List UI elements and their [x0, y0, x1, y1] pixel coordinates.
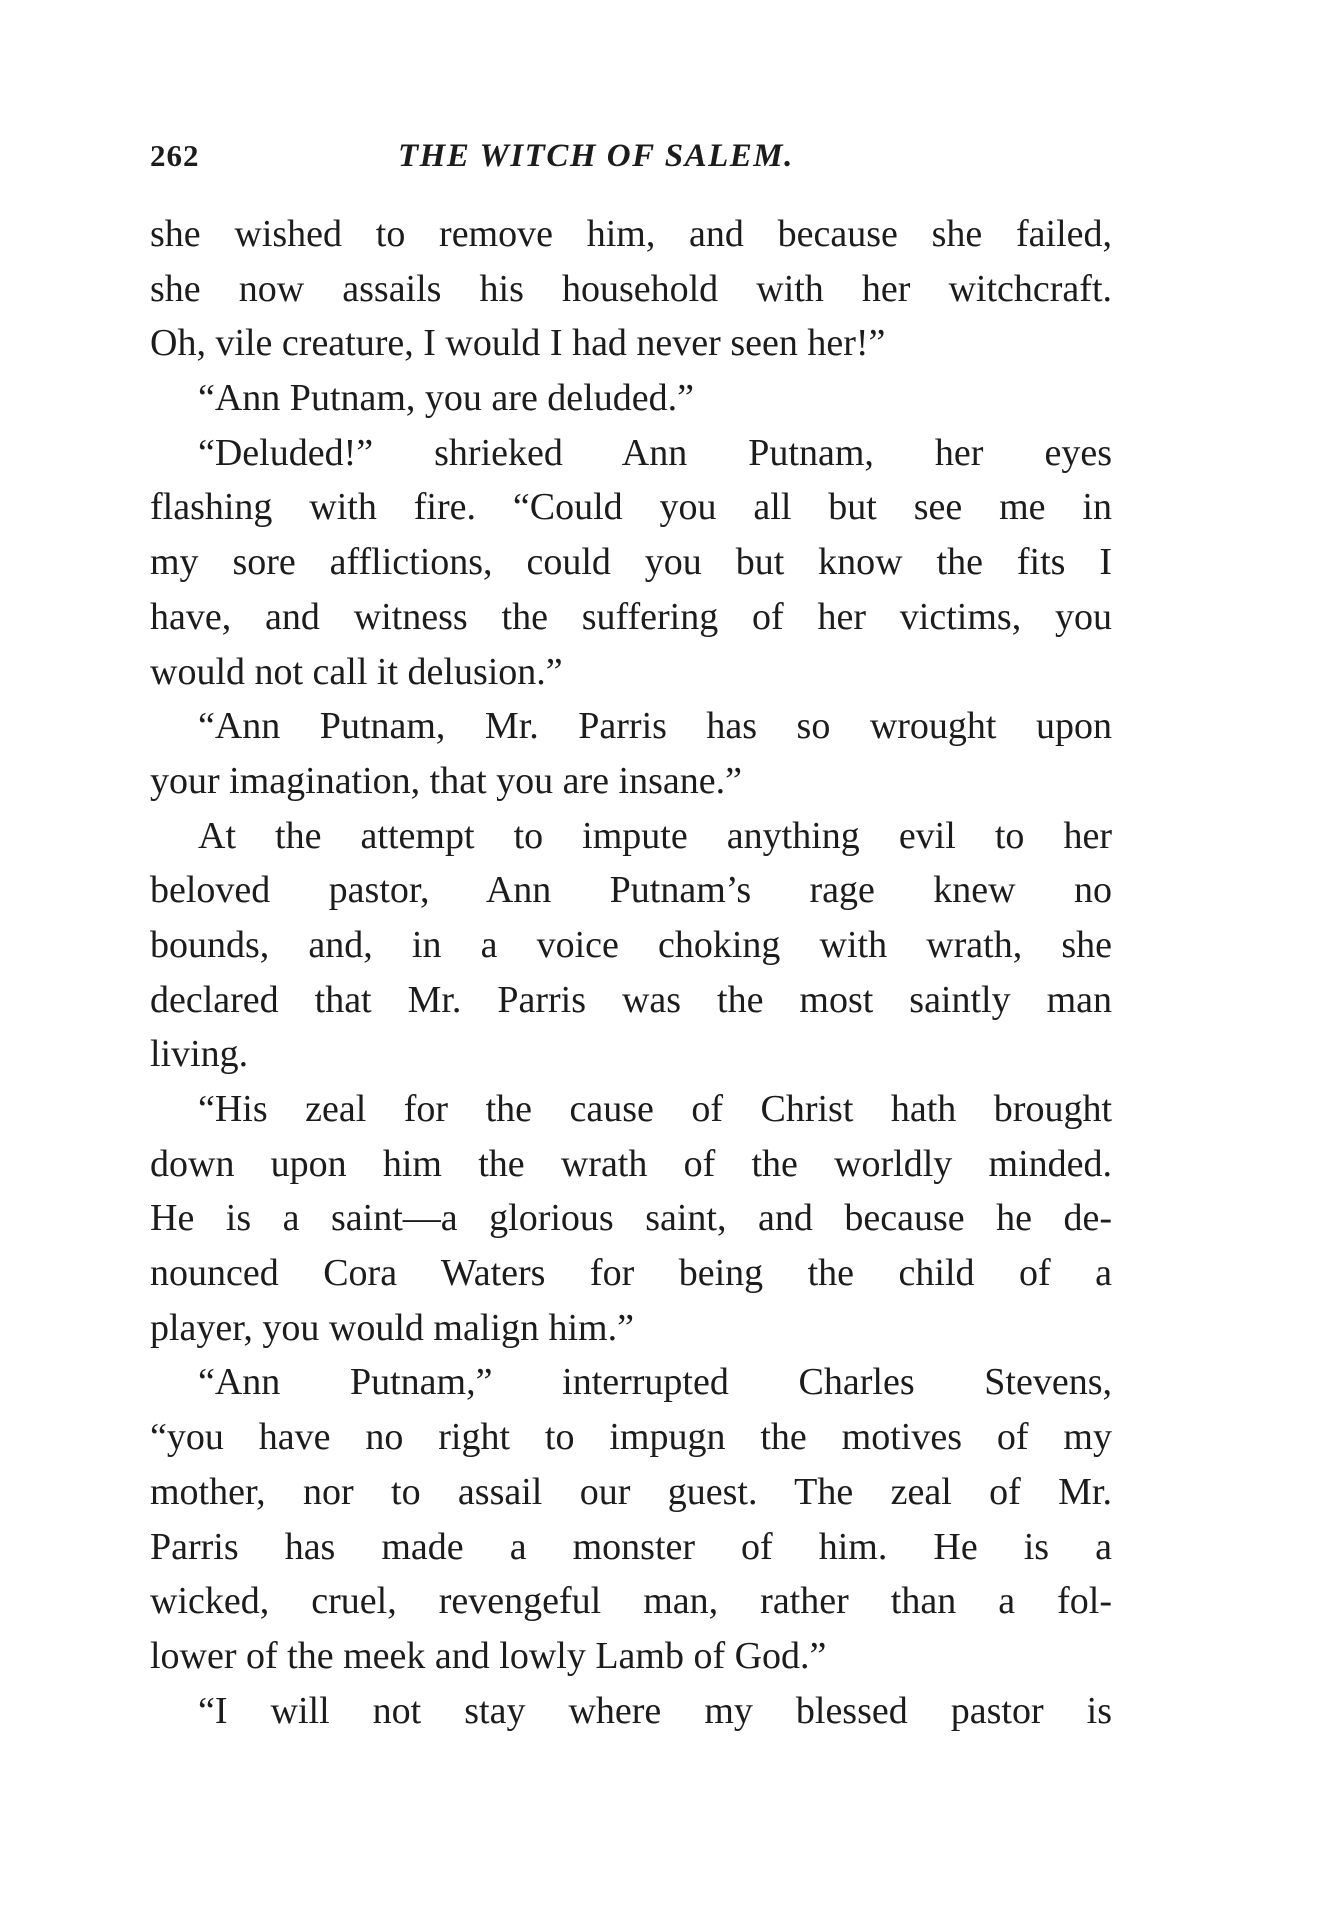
text-line: my sore afflictions, could you but know the fits I [150, 541, 1112, 584]
page-header [150, 138, 1110, 188]
text-line: wicked, cruel, revengeful man, rather than a fol- [150, 1580, 1112, 1623]
text-line: bounds, and, in a voice choking with wrath, she [150, 923, 1112, 966]
text-line: “you have no right to impugn the motives of my [150, 1416, 1112, 1459]
text-line: have, and witness the suffering of her victims, you [150, 595, 1112, 638]
text-line: declared that Mr. Parris was the most saintly man [150, 978, 1112, 1021]
text-line: “Deluded!” shrieked Ann Putnam, her eyes [198, 431, 1112, 474]
text-line: living. [150, 1033, 249, 1076]
text-line: At the attempt to impute anything evil to her [198, 814, 1112, 857]
text-line: she now assails his household with her witchcraft. [150, 267, 1112, 310]
page-number: 262 [150, 138, 200, 173]
body-text [150, 207, 1112, 1738]
text-line: lower of the meek and lowly Lamb of God.” [150, 1634, 827, 1677]
text-line: beloved pastor, Ann Putnam’s rage knew no [150, 869, 1112, 912]
text-line: “Ann Putnam, Mr. Parris has so wrought upon [198, 705, 1112, 748]
text-line: player, you would malign him.” [150, 1306, 634, 1349]
text-line: He is a saint—a glorious saint, and because he de- [150, 1197, 1112, 1240]
text-line: would not call it delusion.” [150, 650, 563, 693]
text-line: Oh, vile creature, I would I had never seen her!” [150, 322, 886, 365]
text-line: “Ann Putnam,” interrupted Charles Stevens, [198, 1361, 1112, 1404]
text-line: “I will not stay where my blessed pastor is [198, 1689, 1112, 1732]
text-line: she wished to remove him, and because she failed, [150, 213, 1112, 255]
text-line: nounced Cora Waters for being the child of a [150, 1252, 1112, 1295]
text-line: your imagination, that you are insane.” [150, 759, 742, 802]
running-title: THE WITCH OF SALEM. [398, 138, 794, 174]
text-line: mother, nor to assail our guest. The zeal of Mr. [150, 1470, 1112, 1513]
text-line: down upon him the wrath of the worldly minded. [150, 1142, 1112, 1185]
text-line: “His zeal for the cause of Christ hath brought [198, 1088, 1112, 1130]
text-line: Parris has made a monster of him. He is a [150, 1525, 1112, 1568]
text-line: flashing with fire. “Could you all but see me in [150, 486, 1112, 529]
text-line: “Ann Putnam, you are deluded.” [198, 377, 694, 420]
